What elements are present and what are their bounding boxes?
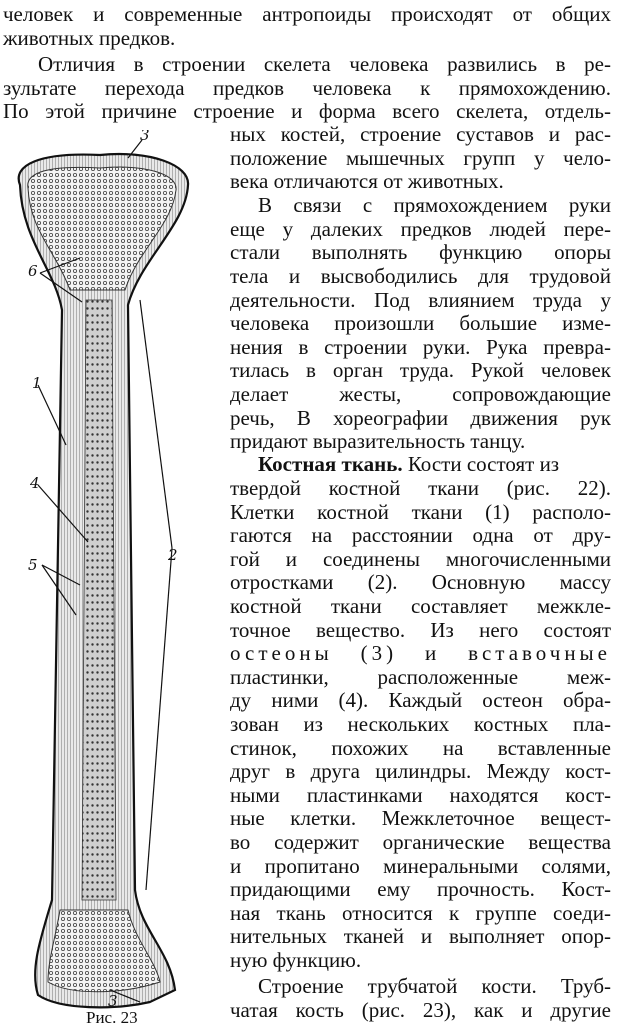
text-line: костной ткани составляет межкле- xyxy=(230,594,611,618)
text-line: ных костей, строение суставов и рас- xyxy=(230,122,611,146)
text-line: По этой причине строение и форма всего скелета, отдель- xyxy=(3,99,611,123)
text-line: В связи с прямохождением руки xyxy=(258,193,611,217)
figure-label: 2 xyxy=(168,546,178,564)
text-run: Кости состоят из xyxy=(402,452,560,476)
text-line: придающими ему прочность. Кост- xyxy=(230,877,611,901)
text-line: человека произошли большие изме- xyxy=(230,311,611,335)
figure-label: 3 xyxy=(108,992,118,1010)
text-line: гой и соединены многочисленными xyxy=(230,547,611,571)
text-line: и пропитано минеральными солями, xyxy=(230,854,611,878)
text-line: друг в друга цилиндры. Между кост- xyxy=(230,759,611,783)
text-line: ду ними (4). Каждый остеон обра- xyxy=(230,688,611,712)
text-line: Отличия в строении скелета человека развились в ре- xyxy=(38,52,611,76)
text-line: остеоны (3) и вставочные xyxy=(230,641,611,665)
text-line: человек и современные антропоиды происходят от общих xyxy=(3,2,611,26)
medullary-cavity xyxy=(82,300,116,900)
text-line: стали выполнять функцию опоры xyxy=(230,240,611,264)
text-line: чатая кость (рис. 23), как и другие xyxy=(230,998,611,1022)
text-line: отростками (2). Основную массу xyxy=(230,570,611,594)
text-line: деятельности. Под влиянием труда у xyxy=(230,288,611,312)
text-line: речь, В хореографии движения рук xyxy=(230,406,611,430)
text-line: ные клетки. Межклеточное вещест- xyxy=(230,806,611,830)
bone-illustration xyxy=(0,130,215,1010)
text-line: животных предков. xyxy=(3,26,176,50)
text-line: ными пластинками находятся кост- xyxy=(230,783,611,807)
figure-label: 4 xyxy=(30,474,40,492)
text-line: зован из нескольких костных пла- xyxy=(230,712,611,736)
text-line: Строение трубчатой кости. Труб- xyxy=(258,974,611,998)
text-line: пластинки, расположенные меж- xyxy=(230,665,611,689)
text-line: ную функцию. xyxy=(230,948,362,972)
figure-label: 1 xyxy=(32,374,42,392)
figure-label: 5 xyxy=(28,556,38,574)
text-line: стинок, похожих на вставленные xyxy=(230,736,611,760)
section-heading-line xyxy=(258,452,559,476)
text-line: зультате перехода предков человека к прямохождению. xyxy=(3,76,611,100)
text-line: придают выразительность танцу. xyxy=(230,429,526,453)
text-line: тилась в орган труда. Рукой человек xyxy=(230,358,611,382)
text-line: точное вещество. Из него состоят xyxy=(230,618,611,642)
text-line: во содержит органические вещества xyxy=(230,830,611,854)
text-line: делает жесты, сопровождающие xyxy=(230,382,611,406)
text-line: положение мышечных групп у чело- xyxy=(230,146,611,170)
figure-caption: Рис. 23 xyxy=(86,1008,138,1027)
text-line: нения в строении руки. Рука превра- xyxy=(230,335,611,359)
text-line: тела и высвободились для трудовой xyxy=(230,264,611,288)
text-line: века отличаются от животных. xyxy=(230,169,504,193)
text-line: твердой костной ткани (рис. 22). xyxy=(230,476,611,500)
text-line: еще у далеких предков людей пере- xyxy=(230,217,611,241)
text-line: гаются на расстоянии одна от дру- xyxy=(230,523,611,547)
text-line: ная ткань относится к группе соеди- xyxy=(230,901,611,925)
figure-label: 6 xyxy=(28,262,38,280)
text-line: нительных тканей и выполняет опор- xyxy=(230,924,611,948)
section-heading: Костная ткань. xyxy=(258,452,403,476)
text-line: Клетки костной ткани (1) располо- xyxy=(230,500,611,524)
figure-label: 3 xyxy=(140,130,150,144)
